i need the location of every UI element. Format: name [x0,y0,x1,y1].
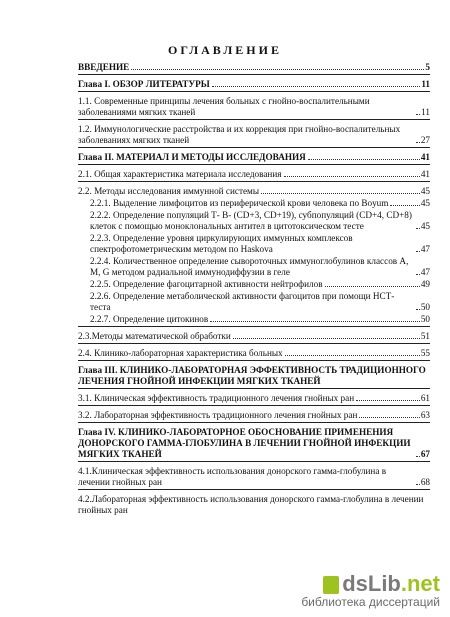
toc-entry-page: 41 [420,152,430,162]
toc-entry [78,348,430,361]
toc-entry-title: Глава II. МАТЕРИАЛ И МЕТОДЫ ИССЛЕДОВАНИЯ [78,152,306,162]
toc-entry-title: 2.2.5. Определение фагоцитарной активности нейтрофилов [90,279,323,289]
toc-entry-title: 3.1. Клиническая эффективность традиционного лечения гнойных ран [78,393,355,403]
toc-leader-dots [416,142,420,143]
toc-entry [78,410,430,423]
toc-entry-page: 11 [421,107,430,117]
toc-leader-dots [359,417,419,418]
watermark-logo-main: dsLib [342,571,401,596]
toc-entry-title: 2.2.1. Выделение лимфоцитов из периферической крови человека по Boyum [90,198,389,208]
toc-entry-page: 47 [420,267,430,277]
toc-leader-dots [285,355,420,356]
toc-entry [78,186,430,197]
toc-leader-dots [416,114,420,115]
toc-entry-title: 2.2.3. Определение уровня циркулирующих иммунных комплексов спектрофотометрическим методом по Haskova [90,233,353,254]
toc-entry-title: 3.2. Лабораторная эффективность традиционного лечения гнойных ран [78,410,358,420]
toc-entry-title: 2.1. Общая характеристика материала исследования [78,169,282,179]
watermark-subtitle: библиотека диссертаций [301,595,440,609]
toc-entry-page: 5 [425,62,430,72]
toc-entry-page: 63 [420,410,430,420]
toc-entry [78,256,430,278]
toc-entry-title: Глава I. ОБЗОР ЛИТЕРАТУРЫ [78,79,210,89]
toc-leader-dots [212,86,421,87]
toc-leader-dots [416,456,420,457]
toc-entry [78,494,430,516]
toc-entry [78,291,430,313]
toc-entry [78,279,430,290]
toc-entry [78,124,430,148]
toc-entry [78,314,430,327]
watermark-logo-dot: .net [400,571,440,596]
toc-entry-title: 2.2.4. Количественное определение сывороточных иммуноглобулинов классов A, M, G методом радиальной иммунодиффузии в геле [90,256,409,277]
toc-entry [78,233,430,255]
toc-leader-dots [416,251,420,252]
toc-entry-title: 1.2. Иммунологические расстройства и их коррекция при гнойно-воспалительных заболеваниях мягких тканей [78,124,401,145]
watermark-logo [301,571,440,597]
toc-leader-dots [131,69,424,70]
table-of-contents [78,62,430,517]
toc-entry-title: 2.3.Методы математической обработки [78,331,231,341]
toc-entry [78,210,430,232]
toc-entry-page: 68 [420,477,430,487]
toc-entry [78,466,430,490]
toc-entry [78,198,430,209]
toc-entry-title: ВВЕДЕНИЕ [78,62,130,72]
toc-leader-dots [210,321,420,322]
toc-entry [78,152,430,165]
toc-leader-dots [308,159,420,160]
toc-entry-title: Глава IV. КЛИНИКО-ЛАБОРАТОРНОЕ ОБОСНОВАНИЕ ПРИМЕНЕНИЯ ДОНОРСКОГО ГАММА-ГЛОБУЛИНА В ЛЕЧЕНИИ ГНОЙНОЙ ИНФЕКЦИИ МЯГКИХ ТКАНЕЙ [78,427,411,459]
toc-entry-title: 4.2.Лабораторная эффективность использования донорского гамма-глобулина в лечении гнойных ран [78,494,424,515]
toc-entry-page: 67 [420,449,430,459]
toc-entry-page: 61 [420,393,430,403]
toc-entry [78,427,430,462]
toc-leader-dots [356,400,420,401]
toc-entry-page: 47 [420,244,430,254]
toc-entry-page: 50 [420,314,430,324]
toc-entry [78,96,430,120]
toc-leader-dots [416,309,420,310]
toc-leader-dots [416,228,420,229]
book-icon [323,576,339,594]
toc-entry [78,169,430,182]
toc-entry-title: 2.2. Методы исследования иммунной системы [78,186,260,196]
toc-entry [78,393,430,406]
toc-leader-dots [416,274,420,275]
toc-entry-page: 45 [420,186,430,196]
toc-entry-page: 11 [421,79,430,89]
toc-entry-page: 45 [420,221,430,231]
toc-entry [78,62,430,75]
page-title: ОГЛАВЛЕНИЕ [168,43,282,57]
toc-leader-dots [284,176,420,177]
toc-entry-page: 50 [420,302,430,312]
toc-entry-title: 4.1.Клиническая эффективность использования донорского гамма-глобулина в лечении гнойных ран [78,466,387,487]
toc-entry-page: 45 [420,198,430,208]
toc-entry-title: Глава III. КЛИНИКО-ЛАБОРАТОРНАЯ ЭФФЕКТИВНОСТЬ ТРАДИЦИОННОГО ЛЕЧЕНИЯ ГНОЙНОЙ ИНФЕКЦИИ МЯГКИХ ТКАНЕЙ [78,365,426,386]
toc-entry-title: 2.2.6. Определение метаболической активности фагоцитов при помощи НСТ-теста [90,291,395,312]
toc-leader-dots [261,193,420,194]
toc-entry-title: 2.4. Клинико-лабораторная характеристика больных [78,348,283,358]
toc-leader-dots [233,338,420,339]
toc-leader-dots [325,286,420,287]
toc-leader-dots [416,484,420,485]
toc-entry-title: 1.1. Современные принципы лечения больных с гнойно-воспалительными заболеваниями мягких тканей [78,96,370,117]
toc-leader-dots [390,205,419,206]
toc-entry-page: 49 [420,279,430,289]
toc-entry [78,331,430,344]
toc-entry-page: 41 [420,169,430,179]
toc-entry-page: 55 [420,348,430,358]
watermark [301,571,440,609]
toc-entry-title: 2.2.2. Определение популяций Т- В- (CD+3, CD+19), субпопуляций (CD+4, CD+8) клеток с помощью моноклональных антител в цитотоксическом тесте [90,210,412,231]
toc-entry-page: 27 [420,135,430,145]
toc-entry-title: 2.2.7. Определение цитокинов [90,314,209,324]
toc-entry [78,365,430,389]
toc-entry-page: 51 [420,331,430,341]
toc-entry [78,79,430,92]
